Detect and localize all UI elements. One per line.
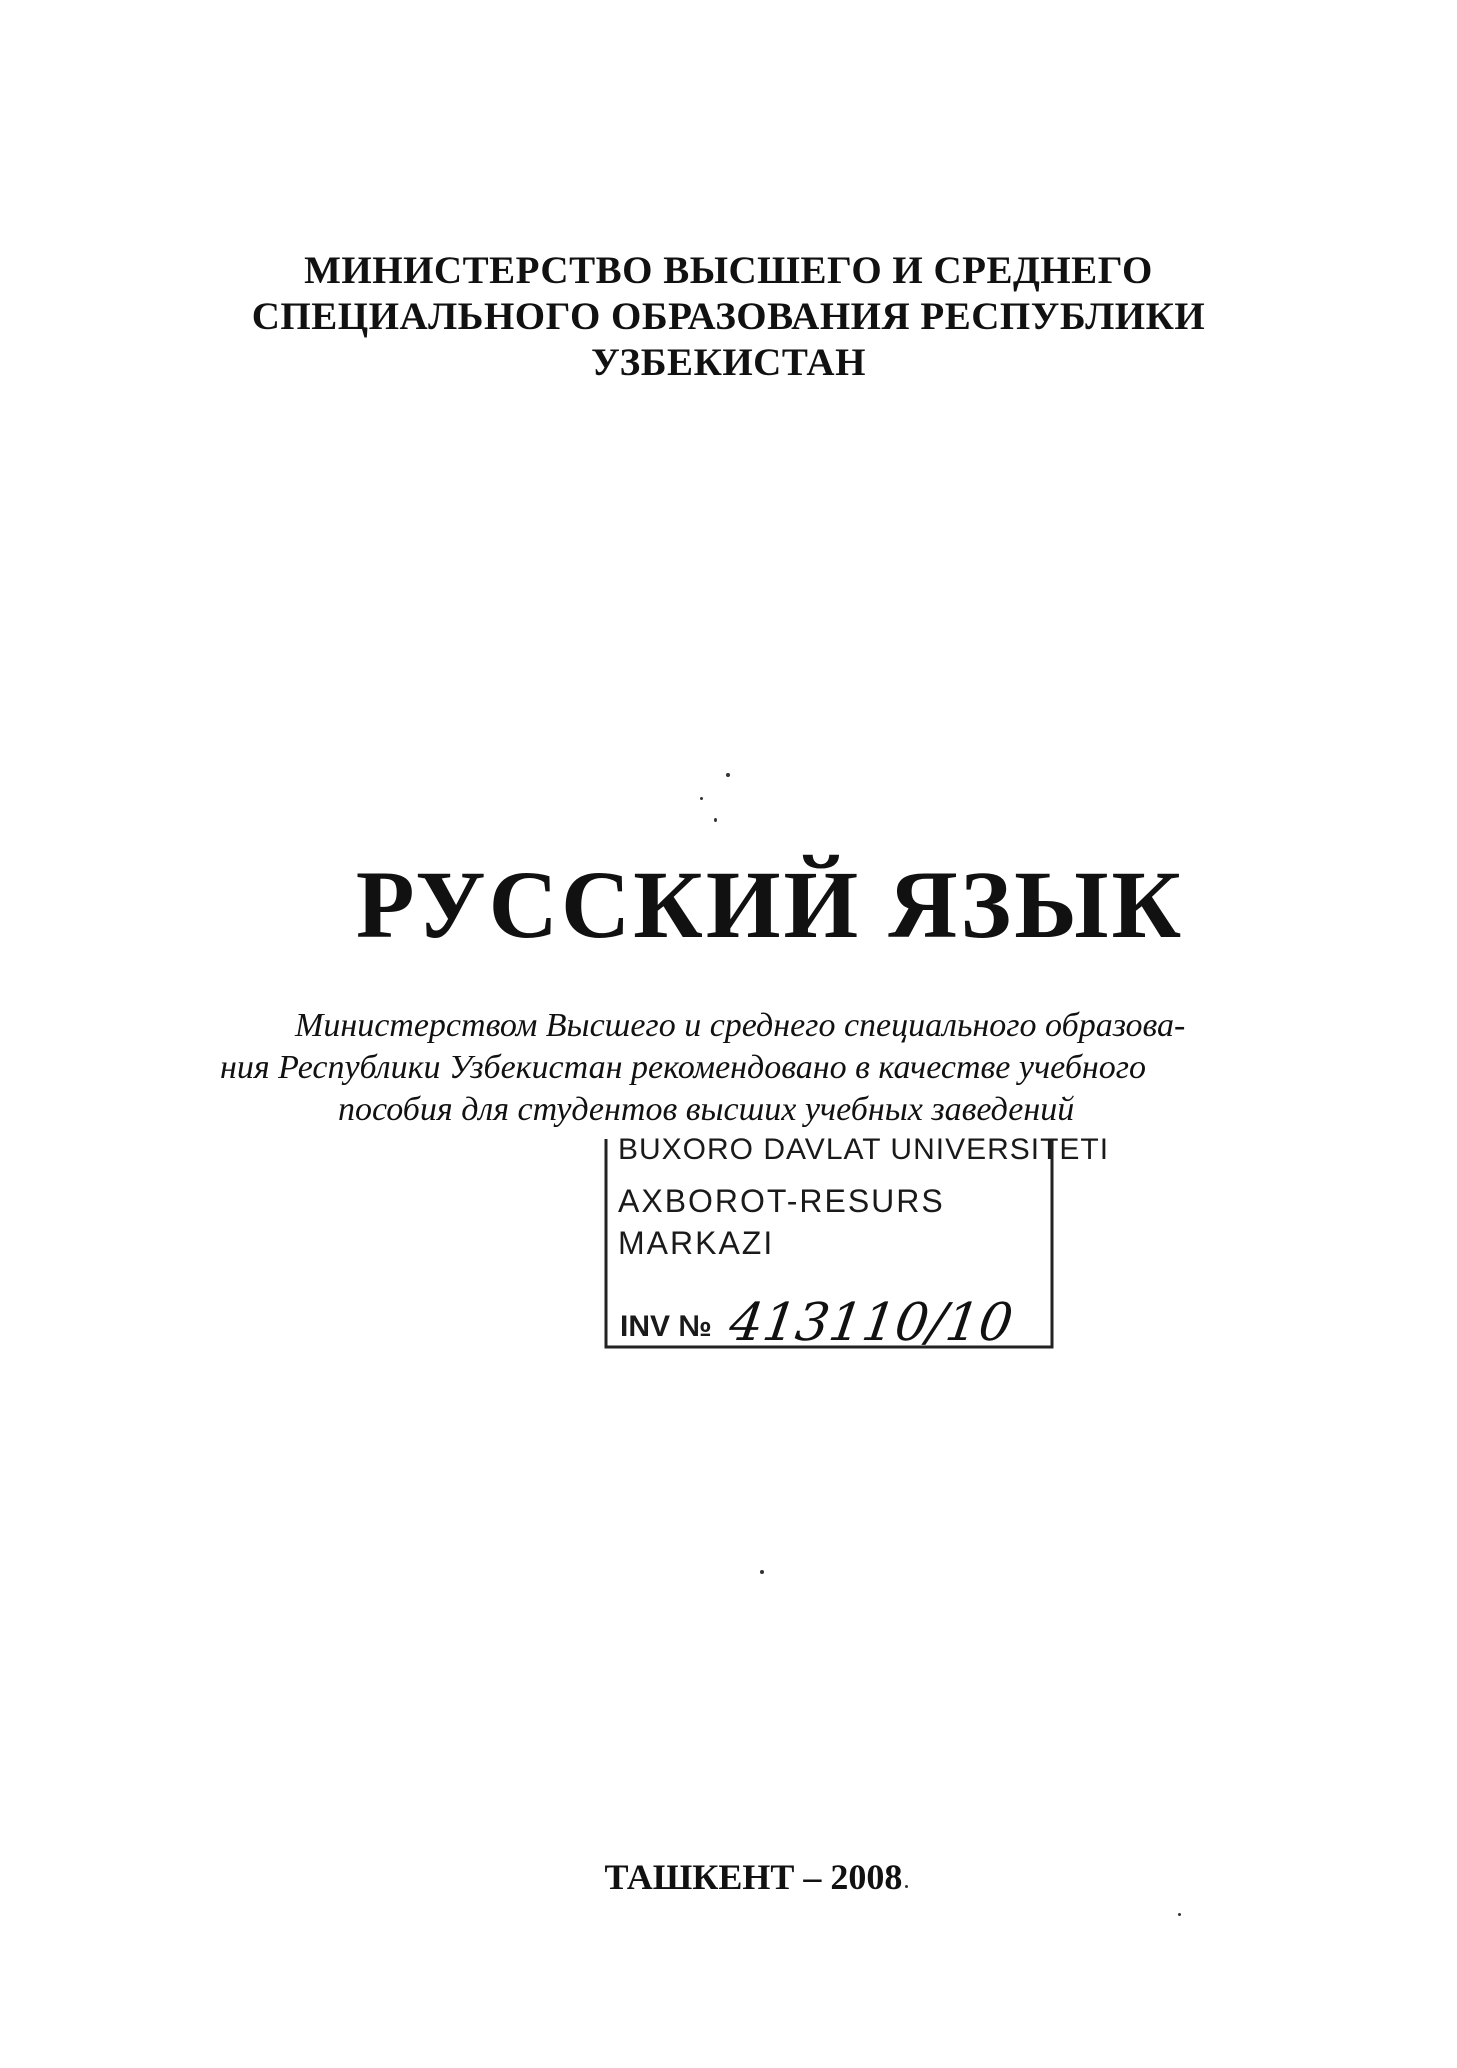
- ministry-line-2: СПЕЦИАЛЬНОГО ОБРАЗОВАНИЯ РЕСПУБЛИКИ: [251, 295, 1206, 338]
- recommendation-text: [220, 1005, 1250, 1131]
- recommendation-line-1: Министерством Высшего и среднего специального образова-: [295, 1007, 1186, 1044]
- ministry-line-1: МИНИСТЕРСТВО ВЫСШЕГО И СРЕДНЕГО: [304, 249, 1153, 292]
- stamp-inventory-number: 413110/10: [725, 1293, 1017, 1353]
- print-speck: [760, 1570, 764, 1574]
- print-speck: [700, 797, 703, 800]
- print-speck: [1178, 1913, 1181, 1916]
- stamp-markazi: MARKAZI: [618, 1225, 775, 1261]
- city-year: ТАШКЕНТ – 2008: [604, 1857, 903, 1897]
- print-speck: [726, 773, 730, 777]
- print-speck: [905, 1885, 908, 1888]
- recommendation-line-2: ния Республики Узбекистан рекомендовано в качестве учебного: [220, 1049, 1147, 1086]
- book-title: РУССКИЙ ЯЗЫК: [355, 851, 1185, 958]
- ministry-header: [0, 248, 1457, 386]
- library-stamp: [600, 1125, 1110, 1355]
- stamp-inv-label: INV №: [620, 1310, 712, 1343]
- ministry-line-3: УЗБЕКИСТАН: [591, 341, 866, 384]
- print-speck: [714, 818, 717, 822]
- stamp-resource-center: AXBOROT-RESURS: [618, 1183, 945, 1219]
- recommendation-line-3: пособия для студентов высших учебных заведений: [338, 1091, 1075, 1128]
- stamp-university: BUXORO DAVLAT UNIVERSITETI: [618, 1133, 1110, 1166]
